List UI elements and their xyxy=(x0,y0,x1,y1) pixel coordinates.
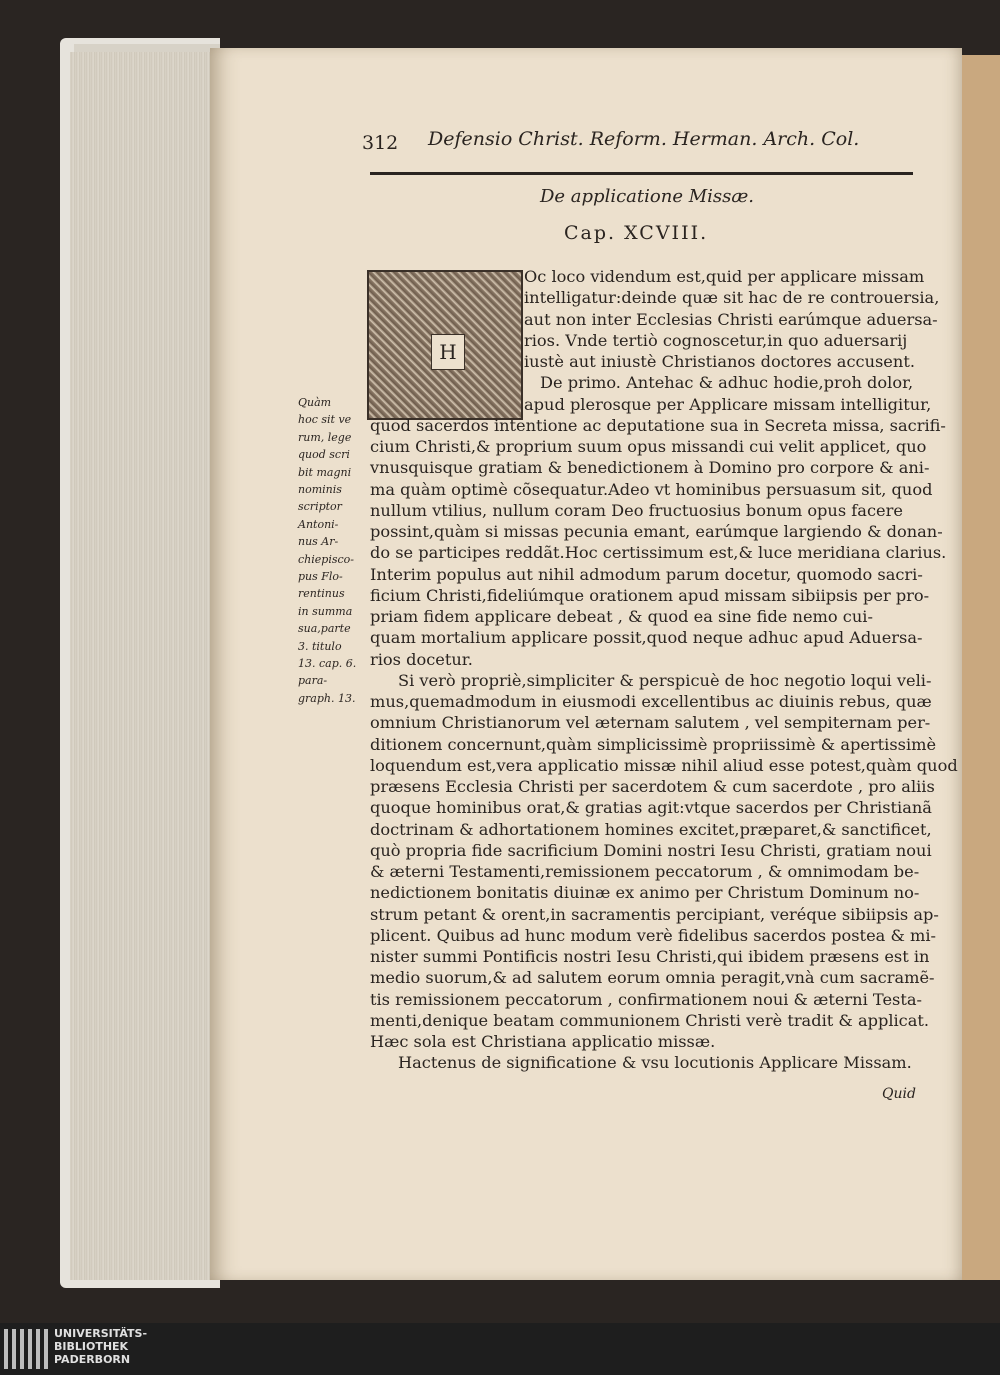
body-line: Interim populus aut nihil admodum parum docetur, quomodo sacri- xyxy=(370,564,923,584)
body-line: plicent. Quibus ad hunc modum verè fidelibus sacerdos postea & mi- xyxy=(370,925,936,945)
body-line: tis remissionem peccatorum , confirmationem noui & æterni Testa- xyxy=(370,989,922,1009)
body-line: rios. Vnde tertiò cognoscetur,in quo aduersarij xyxy=(524,330,908,350)
running-title: Defensio Christ. Reform. Herman. Arch. Col. xyxy=(428,128,860,150)
margin-note-line: Quàm xyxy=(298,396,332,409)
body-line: apud plerosque per Applicare missam intelligitur, xyxy=(524,394,932,414)
margin-note-line: chiepisco- xyxy=(298,552,354,566)
margin-note-line: in summa xyxy=(298,604,353,618)
margin-note-line: sua,parte xyxy=(298,622,351,636)
body-line: rios docetur. xyxy=(370,649,473,669)
library-name-line2: BIBLIOTHEK xyxy=(54,1340,129,1353)
page-number: 312 xyxy=(362,132,399,154)
body-line: quam mortalium applicare possit,quod neque adhuc apud Aduersa- xyxy=(370,628,923,648)
margin-note-line: bit magni xyxy=(298,465,352,479)
body-line: mus,quemadmodum in eiusmodi excellentibus ac diuinis rebus, quæ xyxy=(370,692,932,711)
library-logo-icon xyxy=(4,1329,50,1369)
body-line: nister summi Pontificis nostri Iesu Christi,qui ibidem præsens est in xyxy=(370,947,930,966)
body-line: Hæc sola est Christiana applicatio missæ. xyxy=(370,1032,716,1051)
body-line: De primo. Antehac & adhuc hodie,proh dolor, xyxy=(540,373,914,393)
body-line: Oc loco videndum est,quid per applicare missam xyxy=(524,267,925,286)
facing-page-edge xyxy=(958,55,1000,1280)
body-line: doctrinam & adhortationem homines excitet,præparet,& sanctificet, xyxy=(370,819,932,839)
body-line: nullum vtilius, nullum coram Deo fructuosius bonum opus facere xyxy=(370,500,903,520)
body-line: & æterni Testamenti,remissionem peccatorum , & omnimodam be- xyxy=(370,862,920,881)
body-line: iustè aut iniustè Christianos doctores accusent. xyxy=(524,352,915,371)
body-line: strum petant & orent,in sacramentis percipiant, veréque sibiipsis ap- xyxy=(370,904,939,924)
body-line: præsens Ecclesia Christi per sacerdotem & cum sacerdote , pro aliis xyxy=(370,777,935,796)
body-line: aut non inter Ecclesias Christi earúmque aduersa- xyxy=(524,309,938,329)
initial-letter: H xyxy=(431,334,465,370)
body-line: do se participes reddãt.Hoc certissimum est,& luce meridiana clarius. xyxy=(370,543,947,563)
body-line: quoque hominibus orat,& gratias agit:vtque sacerdos per Christianã xyxy=(370,798,932,818)
library-name-line3: PADERBORN xyxy=(54,1353,131,1366)
body-line: ma quàm optimè cõsequatur.Adeo vt hominibus persuasum sit, quod xyxy=(370,479,933,499)
margin-note-line: graph. 13. xyxy=(298,691,356,705)
decorated-initial xyxy=(367,270,523,420)
body-line: medio suorum,& ad salutem eorum omnia peragit,vnà cum sacramẽ- xyxy=(370,968,935,988)
body-line: possint,quàm si missas pecunia emant, earúmque largiendo & donan- xyxy=(370,522,943,541)
body-line: menti,denique beatam communionem Christi verè tradit & applicat. xyxy=(370,1010,930,1030)
body-line: nedictionem bonitatis diuinæ ex animo per Christum Dominum no- xyxy=(370,883,920,903)
body-line: loquendum est,vera applicatio missæ nihil aliud esse potest,quàm quod xyxy=(370,755,958,775)
body-line: vnusquisque gratiam & benedictionem à Domino pro corpore & ani- xyxy=(370,458,930,478)
header-rule xyxy=(370,172,913,175)
page-edges xyxy=(70,52,220,1280)
library-name-line1: UNIVERSITÄTS- xyxy=(54,1327,148,1340)
margin-note-line: quod scri xyxy=(298,448,350,462)
library-footer xyxy=(0,1323,1000,1375)
body-line: quod sacerdos intentione ac deputatione sua in Secreta missa, sacrifi- xyxy=(370,415,946,435)
body-line: omnium Christianorum vel æternam salutem , vel sempiternam per- xyxy=(370,713,931,733)
body-line: priam fidem applicare debeat , & quod ea sine fide nemo cui- xyxy=(370,607,873,626)
margin-note-line: Antoni- xyxy=(298,517,339,531)
section-subtitle: De applicatione Missæ. xyxy=(540,186,755,207)
body-line: Si verò propriè,simpliciter & perspicuè de hoc negotio loqui veli- xyxy=(398,670,932,690)
margin-note-line: para- xyxy=(298,674,328,688)
margin-note-line: hoc sit ve xyxy=(298,413,352,427)
margin-note-line: rum, lege xyxy=(298,430,352,444)
body-line: quò propria fide sacrificium Domini nostri Iesu Christi, gratiam noui xyxy=(370,840,932,860)
margin-note-line: pus Flo- xyxy=(298,570,343,583)
margin-note-line: 3. titulo xyxy=(298,639,342,653)
body-line: Hactenus de significatione & vsu locutionis Applicare Missam. xyxy=(398,1053,912,1073)
margin-note-line: nominis xyxy=(298,483,342,496)
margin-note-line: rentinus xyxy=(298,587,345,601)
margin-note-line: 13. cap. 6. xyxy=(298,657,357,670)
margin-note-line: nus Ar- xyxy=(298,535,339,549)
catchword: Quid xyxy=(882,1086,916,1102)
body-line: intelligatur:deinde quæ sit hac de re controuersia, xyxy=(524,288,940,308)
chapter-heading: Cap. XCVIII. xyxy=(564,222,709,244)
body-line: ditionem concernunt,quàm simplicissimè propriissimè & apertissimè xyxy=(370,734,937,754)
margin-note-line: scriptor xyxy=(298,500,342,514)
body-line: cium Christi,& proprium suum opus missandi cui velit applicet, quo xyxy=(370,437,927,456)
body-line: ficium Christi,fideliúmque orationem apud missam sibiipsis per pro- xyxy=(370,585,930,605)
library-name xyxy=(54,1327,147,1366)
